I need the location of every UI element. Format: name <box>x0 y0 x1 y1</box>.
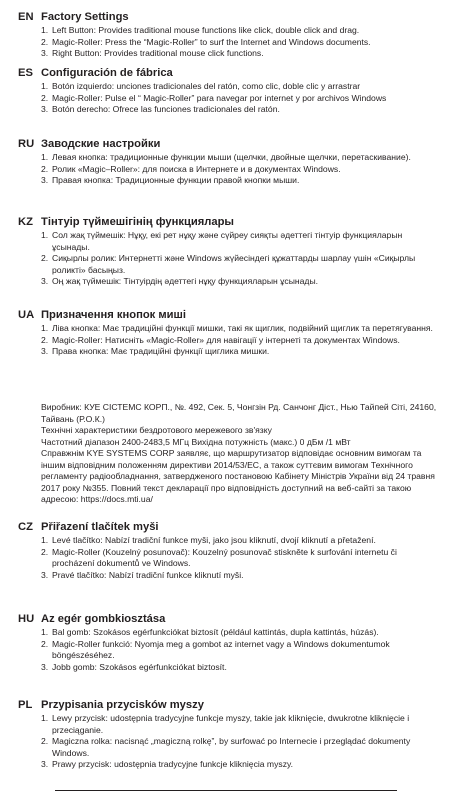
item-number: 2. <box>41 546 49 557</box>
list-item <box>41 662 436 674</box>
item-text: Ліва кнопка: Має традиційні функції мишки, такі як щиглик, подвійний щиглик та перетягування. <box>52 323 433 333</box>
item-number: 3. <box>41 175 49 185</box>
language-code: ES <box>18 67 33 79</box>
item-number: 3. <box>41 346 49 356</box>
item-text: Magic-Roller: Pulse el “ Magic-Roller” para navegar por internet y por archivos Windows <box>52 92 387 103</box>
item-number: 2. <box>41 92 49 103</box>
item-text: Bal gomb: Szokásos egérfunkciókat biztosít (például kattintás, dupla kattintás, húzás). <box>52 627 379 637</box>
declaration-block <box>41 402 441 506</box>
item-text: Right Button: Provides traditional mouse click functions. <box>52 48 264 58</box>
item-number: 1. <box>41 535 49 545</box>
item-number: 2. <box>41 36 49 47</box>
button-list <box>41 713 436 771</box>
item-text: Правая кнопка: Традиционные функции правой кнопки мыши. <box>52 175 300 185</box>
list-item <box>41 535 436 547</box>
list-item <box>41 230 436 253</box>
list-item <box>41 81 436 93</box>
item-text: Magiczna rolka: nacisnąć „magiczną rolkę”, by surfować po Internecie i przeglądać dokumenty Windows. <box>52 736 411 758</box>
item-text: Prawy przycisk: udostępnia tradycyjne funkcje kliknięcia myszy. <box>52 759 294 769</box>
section-title: Az egér gombkiosztása <box>41 613 166 625</box>
item-number: 1. <box>41 323 49 333</box>
section-title: Заводские настройки <box>41 138 161 150</box>
item-text: Magic-Roller: Press the “Magic-Roller” to surf the Internet and Windows documents. <box>52 36 371 47</box>
section-title: Configuración de fábrica <box>41 67 173 79</box>
button-list <box>41 25 436 60</box>
item-number: 3. <box>41 276 49 286</box>
list-item <box>41 276 436 288</box>
list-item <box>41 759 436 771</box>
button-list <box>41 535 436 581</box>
list-item <box>41 570 436 582</box>
item-text: Magic-Roller funkció: Nyomja meg a gombot az internet vagy a Windows dokumentumok böngészéséhez. <box>52 638 390 660</box>
specs-text: Частотний діапазон 2400-2483,5 МГц Вихідна потужність (макс.) 0 дБм /1 мВт <box>41 436 351 447</box>
item-text: Jobb gomb: Szokásos egérfunkciókat biztosít. <box>52 661 227 672</box>
button-list <box>41 152 436 187</box>
list-item <box>41 323 436 335</box>
button-list <box>41 627 436 673</box>
item-number: 2. <box>41 334 49 345</box>
button-list <box>41 323 436 358</box>
item-text: Botón derecho: Ofrece las funciones tradicionales del ratón. <box>52 104 280 114</box>
item-text: Magic-Roller: Натисніть «Magic-Roller» для навігації у інтернеті та документах Windows. <box>52 334 400 345</box>
item-text: Left Button: Provides traditional mouse functions like click, double click and drag. <box>52 25 360 35</box>
section-title: Factory Settings <box>41 11 129 23</box>
item-number: 2. <box>41 163 49 174</box>
language-code: CZ <box>18 521 33 533</box>
list-item <box>41 346 436 358</box>
declaration-statement: Справжнім KYE SYSTEMS CORP заявляє, що маршрутизатор відповідає основним вимогам та іншим відповідним положенням директиви 2014/53/ЕС, а також суттєвим вимогам Технічного регламенту радіообладнання, затвердженого постановою Кабінету Міністрів України від 24 травня 2017 року №355. Повний текст декларації про відповідність доступний на веб-сайті за такою адресою: https://docs.mti.ua/ <box>41 448 435 504</box>
section-title: Přiřazení tlačítek myši <box>41 521 159 533</box>
item-text: Ролик «Magic–Roller»: для поиска в Интернете и в документах Windows. <box>52 163 341 174</box>
item-number: 3. <box>41 661 49 672</box>
list-item <box>41 253 436 276</box>
item-number: 3. <box>41 759 49 769</box>
item-number: 1. <box>41 81 49 91</box>
item-number: 2. <box>41 253 49 263</box>
bottom-divider <box>55 790 397 791</box>
section-title: Przypisania przycisków myszy <box>41 699 204 711</box>
language-code: HU <box>18 613 35 625</box>
list-item <box>41 713 436 736</box>
list-item <box>41 48 436 60</box>
language-code: RU <box>18 138 35 150</box>
list-item <box>41 93 436 105</box>
item-number: 2. <box>41 638 49 649</box>
list-item <box>41 175 436 187</box>
list-item <box>41 164 436 176</box>
item-number: 1. <box>41 627 49 637</box>
item-text: Pravé tlačítko: Nabízí tradiční funkce kliknutí myši. <box>52 569 244 580</box>
item-number: 1. <box>41 25 49 35</box>
list-item <box>41 547 436 570</box>
item-number: 3. <box>41 569 49 580</box>
button-list <box>41 81 436 116</box>
item-text: Левая кнопка: традиционные функции мыши (щелчки, двойные щелчки, перетаскивание). <box>52 152 411 162</box>
item-text: Levé tlačítko: Nabízí tradiční funkce myši, jako jsou kliknutí, dvojí kliknutí a přetažení. <box>52 535 376 545</box>
item-number: 1. <box>41 152 49 162</box>
specs-title: Технічні характеристики бездротового мережевого зв'язку <box>41 425 272 435</box>
list-item <box>41 25 436 37</box>
language-code: EN <box>18 11 34 23</box>
item-text: Lewy przycisk: udostępnia tradycyjne funkcje myszy, takie jak kliknięcie, dwukrotne kliknięcie i przeciąganie. <box>52 713 410 735</box>
list-item <box>41 104 436 116</box>
list-item <box>41 639 436 662</box>
section-title: Тінтуір түймешігінің функциялары <box>41 216 234 228</box>
list-item <box>41 627 436 639</box>
item-text: Botón izquierdo: unciones tradicionales del ratón, como clic, doble clic y arrastrar <box>52 81 361 91</box>
item-text: Сол жақ түймешік: Нұқу, екі рет нұқу және сүйреу сияқты әдеттегі тінтуір функцияларын ұсынады. <box>52 230 403 252</box>
item-number: 2. <box>41 736 49 746</box>
button-list <box>41 230 436 288</box>
language-code: KZ <box>18 216 33 228</box>
item-number: 1. <box>41 713 49 723</box>
item-text: Сиқырлы ролик: Интернетті және Windows жүйесіндегі құжаттарды шарлау үшін «Сиқырлы роликті» басыңыз. <box>52 253 416 275</box>
item-text: Magic-Roller (Kouzelný posunovač): Kouzelný posunovač stiskněte k surfování internetu či procházení dokumentů ve Windows. <box>52 546 397 568</box>
item-number: 3. <box>41 104 49 114</box>
list-item <box>41 152 436 164</box>
item-text: Оң жақ түймешік: Тінтуірдің әдеттегі нұқу функцияларын ұсынады. <box>52 276 319 286</box>
list-item <box>41 37 436 49</box>
item-number: 3. <box>41 48 49 58</box>
language-code: UA <box>18 309 35 321</box>
manufacturer-text: Виробник: КУЕ СІСТЕМС КОРП., №. 492, Сек. 5, Чонгзін Рд. Санчонг Діст., Нью Тайпей Сіті, 24160, Тайвань (Р.О.К.) <box>41 402 437 424</box>
item-number: 1. <box>41 230 49 240</box>
section-title: Призначення кнопок миші <box>41 309 186 321</box>
list-item <box>41 335 436 347</box>
item-text: Права кнопка: Має традиційні функції щиглика мишки. <box>52 346 270 356</box>
language-code: PL <box>18 699 33 711</box>
list-item <box>41 736 436 759</box>
